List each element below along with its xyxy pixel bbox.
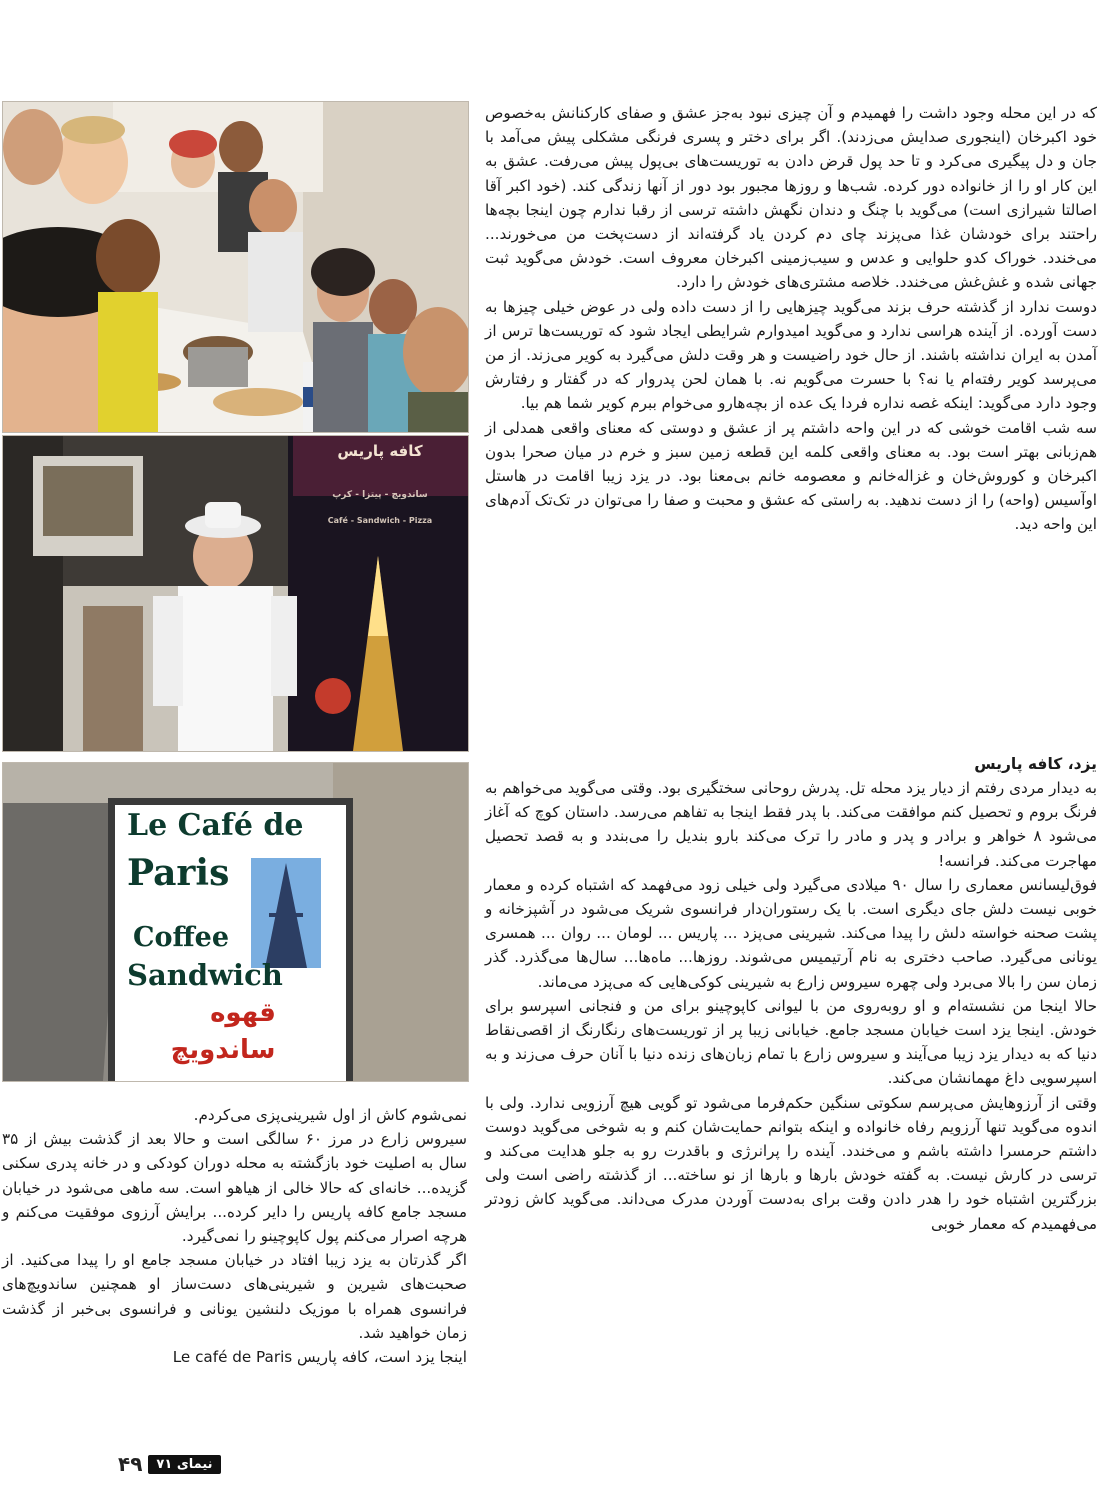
sign-line5: قهوه xyxy=(210,998,276,1028)
sign-line1: Le Café de xyxy=(127,808,304,843)
group-selfie-illustration xyxy=(3,102,468,432)
shop-banner-en: Café - Sandwich - Pizza xyxy=(327,516,433,525)
section-heading: یزد، کافه پاریس xyxy=(974,755,1097,773)
cafe-sign-photo xyxy=(2,762,469,1082)
paragraph: اگر گذرتان به یزد زیبا افتاد در خیابان مسجد جامع او را پیدا می‌کنید. از صحبت‌های شیرین و شیرینی‌های دست‌ساز او همچنین ساندویچ‌های فرانسوی همراه با موزیک دلنشین یونانی و فرانسوی بی‌خبر از گذشت زمان خواهید شد. xyxy=(2,1251,467,1342)
cafe-owner-photo xyxy=(2,435,469,752)
cafe-sign-illustration xyxy=(3,763,468,1081)
sign-line2: Paris xyxy=(127,852,230,894)
sign-line3: Coffee xyxy=(133,922,230,953)
paragraph: سیروس زارع در مرز ۶۰ سالگی است و حالا بعد از گذشت بیش از ۳۵ سال به اصلیت خود بازگشته به محله دوران کودکی و در خانه پدری سکنی گزیده... خانه‌ای که حالا خالی از هیاهو است. سه ماهی می‌شود در خیابان مسجد جامع کافه پاریس را دایر کرده... برایش آرزوی موفقیت می‌کنم و هرچه اصرار می‌کنم پول کاپوچینو را نمی‌گیرد. xyxy=(2,1130,467,1246)
sign-line6: ساندویچ xyxy=(170,1035,276,1065)
shop-banner-fa: کافه پاریس xyxy=(337,442,423,460)
shop-banner xyxy=(300,442,460,525)
paragraph: حالا اینجا من نشسته‌ام و او روبه‌روی من با لیوانی کاپوچینو برای من و فنجانی اسپرسو برای خودش. اینجا یزد است خیابان مسجد جامع. خیابانی زیبا پر از توریست‌های رنگارنگ از اقصی‌نقاط دنیا که به دیدار یزد زیبا می‌آیند و سیروس زارع با تمام زبان‌های زنده دنیا با آنان حرف می‌زند و به اسپرسویی داغ مهمانشان می‌کند. xyxy=(485,996,1097,1088)
right-column-bottom xyxy=(485,752,1097,1236)
paragraph: که در این محله وجود داشت را فهمیدم و آن چیزی نبود به‌جز عشق و صفای کارکنانش به‌خصوص خود اکبرخان (اینجوری صدایش می‌زدند). اگر برای دختر و پسری فرنگی مشکلی پیش می‌آمد با جان و دل پیگیری می‌کرد و تا حد پول قرض دادن به توریست‌های بی‌پول پیش می‌رفت. عشق به این کار او را از خانواده دور کرده. شب‌ها و روزها مجبور بود دور از آنها زندگی کند. (خود اکبر آقا اصالتا شیرازی است) می‌گوید با چنگ و دندان نگهش داشته ترسی از رقبا ندارم چون اینجا بچه‌ها راحتند برای خودشان غذا می‌پزند چای دم کردن یاد گرفته‌اند از دست‌پخت من می‌خورند... می‌خندد. خوراک کدو حلوایی و عدس و سیب‌زمینی اکبرخان معروف است. خودش می‌گوید ثبت جهانی شده و غش‌غش می‌خندد. خلاصه مشتری‌های خودش را دارد. xyxy=(485,104,1097,292)
paragraph: وقتی از آرزوهایش می‌پرسم سکوتی سنگین حکم‌فرما می‌شود تو گویی هیچ آرزویی ندارد. ولی با اندوه می‌گوید تنها آرزویم رفاه خانواده و اینکه بتوانم حمایت‌شان کنم و به شوخی می‌گوید دوست داشتم حرمسرا داشته باشم و می‌خندد. آینده را پرانرژی و باقدرت رو به جلو هدایت می‌کند و ترسی در کارش نیست. به گفته خودش بارها و بارها از نو ساخته... از گذشته راضی است ولی بزرگترین اشتباه خود را هدر دادن وقت برای به‌دست آوردن مدرک می‌داند. می‌گوید کاش زودتر می‌فهمیدم که معمار خوبی xyxy=(485,1093,1097,1233)
paragraph: به دیدار مردی رفتم از دیار یزد محله تل. پدرش روحانی سختگیری بود. وقتی می‌گوید می‌خواهم به فرنگ بروم و تحصیل کنم موافقت می‌کند. با پدر فقط اینجا به تفاهم می‌رسد. داستان کوچ که آغاز می‌شود ۸ خواهر و برادر و پدر و مادر را ترک می‌کند بارو بندیل را می‌بندد و به قصد تحصیل مهاجرت می‌کند. فرانسه! xyxy=(485,779,1097,870)
sign-line4: Sandwich xyxy=(127,958,283,992)
page-number: ۴۹ xyxy=(118,1452,143,1476)
shop-banner-sub: ساندویچ - پیتزا - کرپ xyxy=(332,490,428,500)
paragraph: سه شب اقامت خوشی که در این واحه داشتم پر از عشق و دوستی که معنای واقعی همدلی از هم‌زبانی بهتر است بود. به معنای واقعی کلمه این قطعه زمین سبز و خرم در میان صحرا بدون اکبرخان و کوروش‌خان و غزاله‌خانم و معصومه خانم بی‌معنا بود. در یزد زیبا اقامت در هاستل اوآسیس (واحه) را از دست ندهید. به راستی که عشق و محبت و صفا را می‌توان در تک‌تک آدم‌های این واحه دید. xyxy=(485,418,1097,534)
group-selfie-photo xyxy=(2,101,469,433)
paragraph: دوست ندارد از گذشته حرف بزند می‌گوید چیزهایی را از دست داده ولی در عوض خیلی چیزها به دست آورده. از آینده هراسی ندارد و می‌گوید امیدوارم شرایطی ایجاد شود که توریست‌ها ترس از آمدن به ایران نداشته باشند. از حال خود راضیست و هر وقت دلش می‌گیرد به کویر می‌زند. از من می‌پرسد کویر رفته‌ام یا نه؟ با حسرت می‌گویم نه. با همان لحن پدروار که در گفتار و رفتارش وجود دارد می‌گوید: اینکه غصه نداره فردا یک عده از بچه‌هارو می‌خوام ببرم کویر شما هم بیا. xyxy=(485,297,1097,413)
paragraph: نمی‌شوم کاش از اول شیرینی‌پزی می‌کردم. xyxy=(193,1106,467,1124)
paragraph: فوق‌لیسانس معماری را سال ۹۰ میلادی می‌گیرد ولی خیلی زود می‌فهمد که اشتباه کرده و معمار خوبی نیست دلش جای دیگری است. با یک رستوران‌دار فرانسوی شریک می‌شود در آشپزخانه و پشت صحنه خواسته دلش را پیدا می‌کند. شیرینی می‌پزد ... پاریس ... لومان ... روان ... همسری یونانی می‌گیرد. صاحب دختری به نام آرتیمیس می‌شوند. روزها... ماه‌ها... سال‌ها می‌گذرد. گذر زمان سن را بالا می‌برد ولی چهره سیروس زارع به شیرینی کوکی‌هایی که می‌پزد می‌ماند. xyxy=(485,875,1097,991)
photo-caption: اینجا یزد است، کافه پاریس Le café de Paris xyxy=(172,1348,467,1367)
right-column-top xyxy=(485,101,1097,537)
left-column xyxy=(2,1103,467,1369)
page-footer xyxy=(118,1452,221,1476)
magazine-name: نیمای ۷۱ xyxy=(148,1455,220,1474)
